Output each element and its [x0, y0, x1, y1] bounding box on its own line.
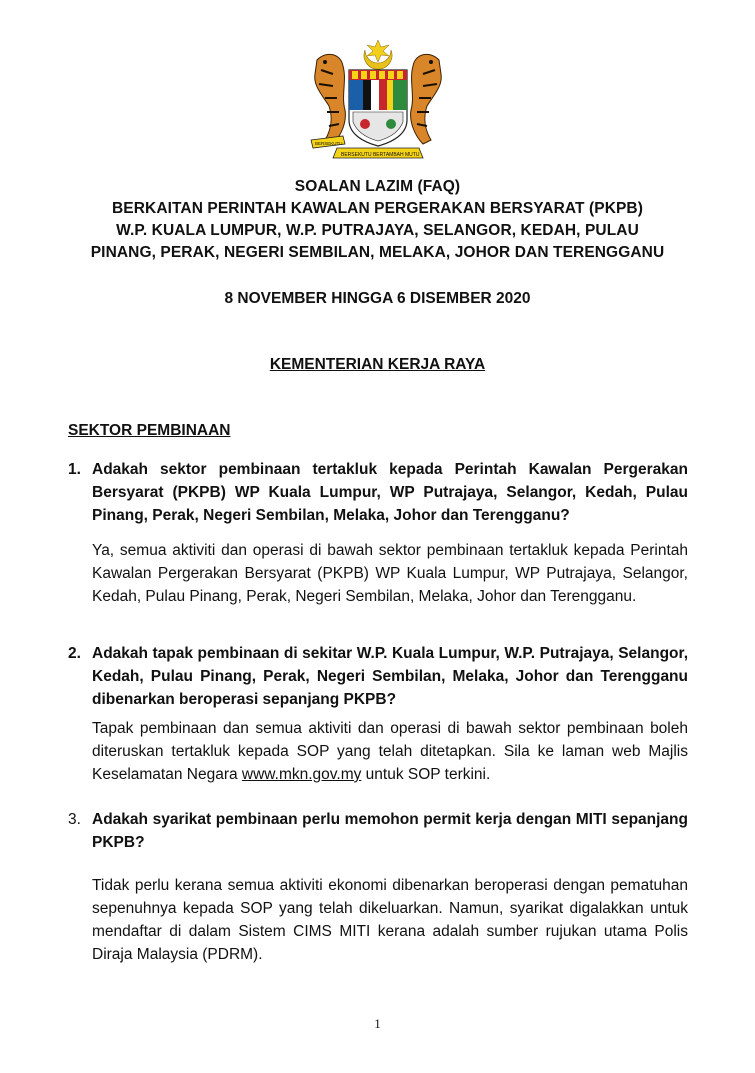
ministry-heading: KEMENTERIAN KERJA RAYA [269, 356, 486, 373]
faq-answer-2 [92, 717, 688, 786]
crest-left-banner: BERSEKUTU [315, 141, 343, 146]
title-line: BERKAITAN PERINTAH KAWALAN PERGERAKAN BERSYARAT (PKPB) [112, 200, 643, 217]
faq-answer-text: Tapak pembinaan dan semua aktiviti dan operasi di bawah sektor pembinaan boleh diteruskan tertakluk kepada SOP yang telah ditetapkan. Sila ke laman web Majlis Keselamatan Negara [92, 720, 688, 783]
date-range: 8 NOVEMBER HINGGA 6 DISEMBER 2020 [224, 290, 531, 307]
faq-question-text: Adakah tapak pembinaan di sekitar W.P. Kuala Lumpur, W.P. Putrajaya, Selangor, Kedah, Pulau Pinang, Perak, Negeri Sembilan, Melaka, Johor dan Terengganu dibenarkan beroperasi sepanjang PKPB? [92, 645, 688, 708]
title-line: PINANG, PERAK, NEGERI SEMBILAN, MELAKA, JOHOR DAN TERENGGANU [90, 244, 665, 261]
crest-bottom-banner: BERSEKUTU BERTAMBAH MUTU [341, 152, 420, 158]
faq-answer-text: untuk SOP terkini. [361, 766, 491, 783]
faq-question-3 [68, 808, 688, 854]
document-title [60, 176, 695, 264]
faq-number: 3. [68, 811, 81, 828]
page-number: 1 [374, 1016, 381, 1031]
title-line: W.P. KUALA LUMPUR, W.P. PUTRAJAYA, SELANGOR, KEDAH, PULAU [116, 222, 639, 239]
faq-number: 1. [68, 461, 81, 478]
section-heading: SEKTOR PEMBINAAN [68, 422, 231, 439]
faq-answer-1: Ya, semua aktiviti dan operasi di bawah sektor pembinaan tertakluk kepada Perintah Kawalan Pergerakan Bersyarat (PKPB) WP Kuala Lumpur, WP Putrajaya, Selangor, Kedah, Pulau Pinang, Perak, Negeri Sembilan, Melaka, Johor dan Terengganu. [92, 542, 688, 605]
faq-question-text: Adakah sektor pembinaan tertakluk kepada Perintah Kawalan Pergerakan Bersyarat (PKPB) WP Kuala Lumpur, WP Putrajaya, Selangor, Kedah, Pulau Pinang, Perak, Negeri Sembilan, Melaka, Johor dan Terengganu? [92, 461, 688, 524]
faq-question-1 [68, 458, 688, 527]
mkn-website-link[interactable]: www.mkn.gov.my [241, 766, 362, 783]
faq-answer-3: Tidak perlu kerana semua aktiviti ekonomi dibenarkan beroperasi dengan pematuhan sepenuhnya kepada SOP yang telah dikeluarkan. Namun, syarikat digalakkan untuk mendaftar di dalam Sistem CIMS MITI kerana adalah sumber rujukan utama Polis Diraja Malaysia (PDRM). [92, 877, 688, 963]
faq-question-2 [68, 642, 688, 711]
faq-question-text: Adakah syarikat pembinaan perlu memohon permit kerja dengan MITI sepanjang PKPB? [92, 811, 688, 851]
coat-of-arms-logo [303, 40, 453, 162]
title-line: SOALAN LAZIM (FAQ) [294, 178, 461, 195]
faq-number: 2. [68, 645, 81, 662]
